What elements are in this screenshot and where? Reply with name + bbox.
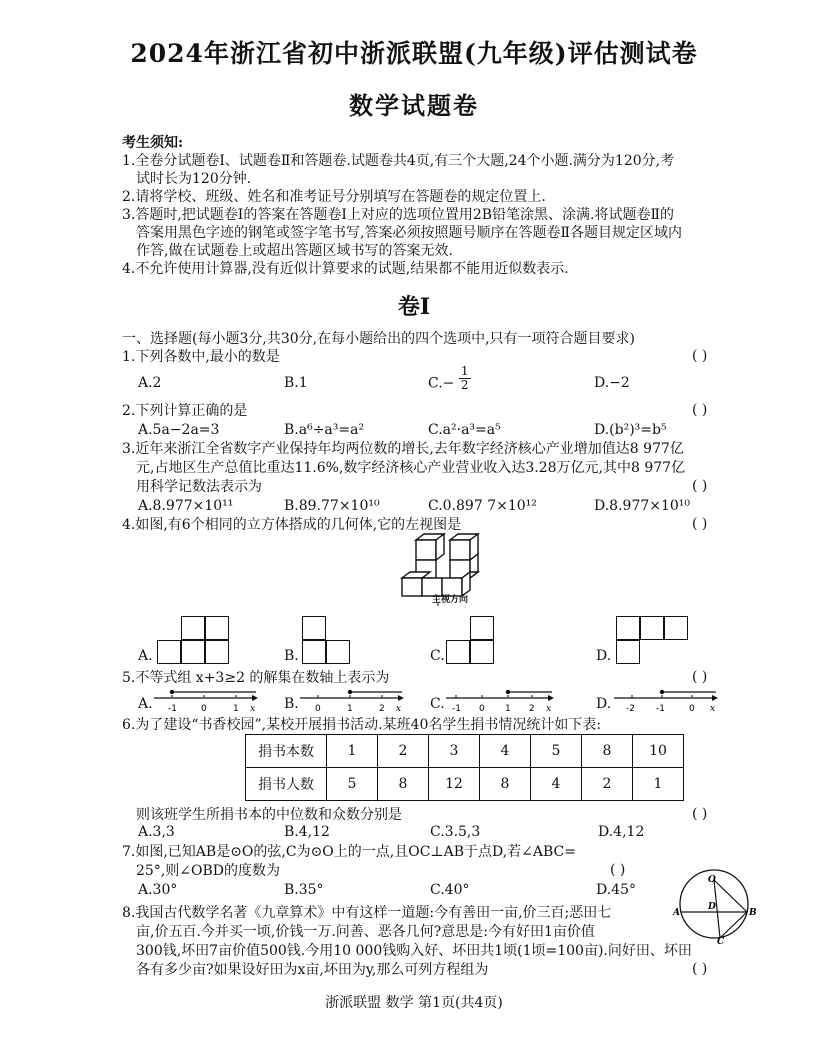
- q6-option-c: C.3.5,3: [430, 824, 481, 840]
- point-label-o: O: [708, 875, 716, 885]
- q1-stem: 1.下列各数中,最小的数是: [122, 349, 280, 365]
- q7-option-c: C.40°: [430, 882, 470, 898]
- q2-option-a: A.5a−2a=3: [138, 422, 220, 438]
- q8-answer-paren: ( ): [692, 961, 708, 977]
- table-row: [246, 735, 684, 768]
- notice-line: 3.答题时,把试题卷Ⅰ的答案在答题卷Ⅰ上对应的选项位置用2B铅笔涂黑、涂满.将试题卷Ⅱ的: [122, 207, 675, 223]
- q8-stem-line: 300钱,坏田7亩价值500钱.今用10 000钱购入好、坏田共1顷(1顷=100亩).问好田、坏田: [136, 943, 692, 959]
- q2-option-d: D.(b²)³=b⁵: [594, 422, 667, 438]
- q4-view-direction-label: 主视方向: [432, 595, 469, 605]
- table-cell: 4: [531, 768, 582, 801]
- tick-label: 0: [689, 704, 695, 714]
- q2-stem: 2.下列计算正确的是: [122, 403, 248, 419]
- table-cell: 8: [378, 768, 429, 801]
- table-cell: 12: [429, 768, 480, 801]
- table-cell: 1: [633, 768, 684, 801]
- tick-label: x: [710, 704, 716, 714]
- q1-option-b: B.1: [284, 375, 308, 391]
- notice-line: 试时长为120分钟.: [136, 171, 252, 187]
- table-cell: 4: [480, 735, 531, 768]
- q3-option-a: A.8.977×10¹¹: [138, 498, 234, 514]
- q7-option-d: D.45°: [596, 882, 636, 898]
- notice-line: 1.全卷分试题卷Ⅰ、试题卷Ⅱ和答题卷.试题卷共4页,有三个大题,24个小题.满分为120分,考: [122, 153, 675, 169]
- tick-label: 2: [529, 704, 535, 714]
- q6-answer-paren: ( ): [692, 806, 708, 822]
- table-cell: 3: [429, 735, 480, 768]
- tick-label: -1: [168, 704, 177, 714]
- q2-option-c: C.a²·a³=a⁵: [428, 422, 501, 438]
- point-label-d: D: [708, 902, 716, 912]
- tick-label: 0: [201, 704, 207, 714]
- notice-heading: 考生须知:: [122, 135, 184, 151]
- q6-question: 则该班学生所捐书本的中位数和众数分别是: [136, 807, 402, 823]
- point-label-a: A: [673, 908, 680, 918]
- table-row: [246, 768, 684, 801]
- q5-option-a-numberline: [152, 684, 260, 714]
- table-cell: 10: [633, 735, 684, 768]
- q2-answer-paren: ( ): [692, 402, 708, 418]
- q7-option-a: A.30°: [138, 882, 178, 898]
- q3-stem-line: 用科学记数法表示为: [136, 479, 262, 495]
- table-cell: 8: [582, 735, 633, 768]
- q6-option-b: B.4,12: [284, 824, 330, 840]
- q3-stem-line: 3.近年来浙江全省数字产业保持年均两位数的增长,去年数字经济核心产业增加值达8 977亿: [122, 441, 684, 457]
- tick-label: x: [396, 704, 402, 714]
- q1-fraction-numerator: 1: [460, 364, 469, 378]
- q3-answer-paren: ( ): [692, 478, 708, 494]
- notice-line: 2.请将学校、班级、姓名和准考证号分别填写在答题卷的规定位置上.: [122, 189, 546, 205]
- point-label-c: C: [717, 937, 725, 944]
- q5-option-d: D.: [596, 696, 612, 712]
- q3-option-b: B.89.77×10¹⁰: [284, 498, 380, 514]
- q6-data-table: [245, 734, 684, 801]
- q7-stem-line: 7.如图,已知AB是⊙O的弦,C为⊙O上的一点,且OC⊥AB于点D,若∠ABC=: [122, 844, 576, 860]
- q5-answer-paren: ( ): [692, 669, 708, 685]
- tick-label: -1: [452, 704, 461, 714]
- section-title: 卷Ⅰ: [397, 294, 431, 320]
- q5-option-c: C.: [430, 696, 445, 712]
- table-header-cell: 捐书人数: [246, 768, 327, 801]
- table-cell: 5: [327, 768, 378, 801]
- q1-option-a: A.2: [138, 375, 162, 391]
- table-cell: 2: [378, 735, 429, 768]
- q3-option-c: C.0.897 7×10¹²: [428, 498, 537, 514]
- table-cell: 5: [531, 735, 582, 768]
- tick-label: x: [250, 704, 256, 714]
- q4-option-c: C.: [430, 648, 445, 664]
- q1-fraction-denominator: 2: [460, 378, 469, 392]
- q1-option-c-prefix: C.−: [428, 375, 455, 392]
- point-label-b: B: [749, 908, 757, 918]
- q4-option-b: B.: [284, 648, 299, 664]
- tick-label: x: [546, 704, 552, 714]
- q8-stem-line: 各有多少亩?如果设好田为x亩,坏田为y,那么可列方程组为: [136, 962, 489, 978]
- q8-stem-line: 亩,价五百.今并买一顷,价钱一万.问善、恶各几何?意思是:今有好田1亩价值: [136, 924, 595, 940]
- tick-label: -1: [656, 704, 665, 714]
- table-cell: 2: [582, 768, 633, 801]
- section-intro: 一、选择题(每小题3分,共30分,在每小题给出的四个选项中,只有一项符合题目要求): [122, 331, 635, 347]
- q6-stem: 6.为了建设“书香校园”,某校开展捐书活动.某班40名学生捐书情况统计如下表:: [122, 717, 602, 733]
- q4-stem: 4.如图,有6个相同的立方体搭成的几何体,它的左视图是: [122, 517, 462, 533]
- notice-line: 4.不允许使用计算器,没有近似计算要求的试题,结果都不能用近似数表示.: [122, 261, 569, 277]
- q4-option-a: A.: [138, 648, 153, 664]
- q7-circle-figure: [672, 862, 758, 944]
- exam-title: 2024年浙江省初中浙派联盟(九年级)评估测试卷: [130, 39, 698, 68]
- tick-label: 1: [505, 704, 511, 714]
- q1-answer-paren: ( ): [692, 348, 708, 364]
- q7-option-b: B.35°: [284, 882, 324, 898]
- exam-subtitle: 数学试题卷: [349, 91, 479, 120]
- q8-stem-line: 8.我国古代数学名著《九章算术》中有这样一道题:今有善田一亩,价三百;恶田七: [122, 905, 612, 921]
- q4-option-d: D.: [596, 648, 612, 664]
- q1-option-c: [428, 364, 471, 392]
- q5-option-b: B.: [284, 696, 299, 712]
- page-footer: 浙派联盟 数学 第1页(共4页): [325, 995, 503, 1011]
- q5-option-a: A.: [138, 696, 153, 712]
- tick-label: 2: [379, 704, 385, 714]
- tick-label: 0: [479, 704, 485, 714]
- notice-line: 作答,做在试题卷上或超出答题区域书写的答案无效.: [136, 243, 453, 259]
- q6-option-a: A.3,3: [138, 824, 175, 840]
- tick-label: 0: [315, 704, 321, 714]
- q3-stem-line: 元,占地区生产总值比重达11.6%,数字经济核心产业营业收入达3.28万亿元,其中8 977亿: [136, 460, 686, 476]
- q1-option-d: D.−2: [594, 375, 630, 391]
- table-cell: 8: [480, 768, 531, 801]
- q4-answer-paren: ( ): [692, 516, 708, 532]
- q5-stem: 5.不等式组 x+3≥2 的解集在数轴上表示为: [122, 670, 390, 686]
- q5-option-c-numberline: [444, 684, 556, 714]
- table-cell: 1: [327, 735, 378, 768]
- q5-option-d-numberline: [612, 684, 722, 714]
- q2-option-b: B.a⁶÷a³=a²: [284, 422, 365, 438]
- q7-answer-paren: ( ): [610, 862, 626, 878]
- tick-label: -2: [626, 704, 635, 714]
- tick-label: 1: [347, 704, 353, 714]
- q5-option-b-numberline: [298, 684, 406, 714]
- q6-option-d: D.4,12: [598, 824, 645, 840]
- q3-option-d: D.8.977×10¹⁰: [594, 498, 691, 514]
- tick-label: 1: [233, 704, 239, 714]
- notice-line: 答案用黑色字迹的钢笔或签字笔书写,答案必须按照题号顺序在答题卷Ⅱ各题目规定区域内: [136, 225, 682, 241]
- table-header-cell: 捐书本数: [246, 735, 327, 768]
- q7-stem-line: 25°,则∠OBD的度数为: [136, 863, 280, 879]
